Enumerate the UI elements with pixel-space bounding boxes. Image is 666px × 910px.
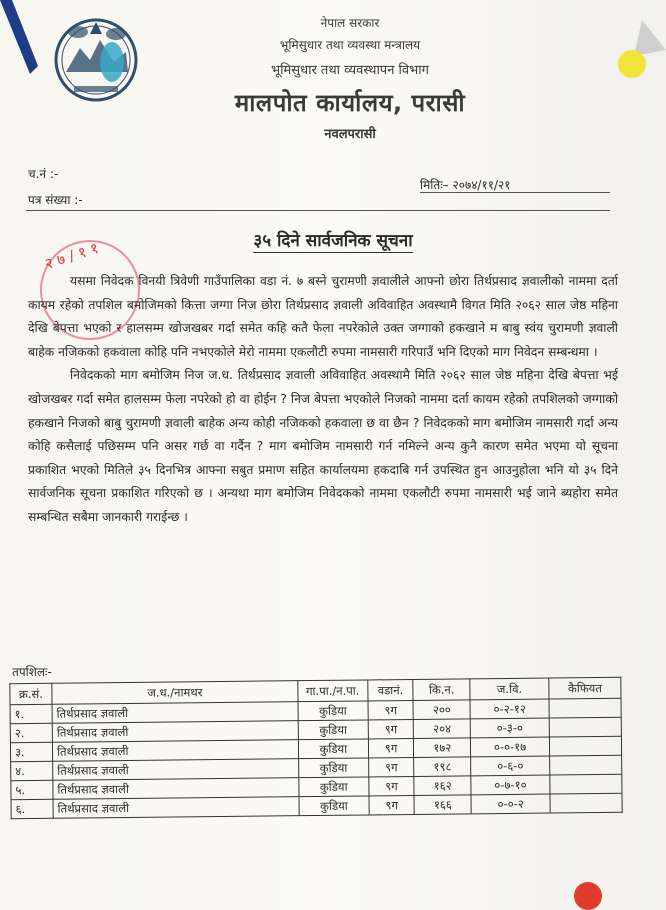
cell-plot: १६६ — [414, 795, 471, 815]
land-details-table — [9, 677, 622, 819]
col-name: ज.ध./नामथर — [52, 681, 298, 705]
paragraph-1: यसमा निवेदक विनयी त्रिवेणी गाउँपालिका वडा नं. ७ बस्ने चुरामणी ज्ञवालीले आफ्नो छोरा तिर्थप्रसाद ज्ञवालीको नाममा दर्ता कायम रहेको तपशिल बमोजिमको कित्ता जग्गा निज छोरा तिर्थप्रसाद ज्ञवाली अविवाहित अवस्थामै विगत मिति २०६२ साल जेष्ठ महिना देखि बेपत्ता भएको र हालसम्म खोजखबर गर्दा समेत कहि कतै फेला नपरेकोले उक्त जग्गाको हकखाने म बाबु स्वंय चुरामणी ज्ञवाली बाहेक नजिकको हकवाला कोहि पनि नभएकोले मेरो नाममा एकलौटी रुपमा नामसारी गरिपाउँ भनि दिएको माग निवेदन सम्बन्धमा । — [28, 274, 618, 359]
patra-sankhya: पत्र संख्या :- — [28, 193, 83, 207]
header-department: भूमिसुधार तथा व्यवस्थापन विभाग — [271, 63, 429, 78]
cell-municipality: कुडिया — [299, 758, 369, 778]
header-office: मालपोत कार्यालय, परासी — [234, 89, 466, 117]
pin-blue-icon — [0, 0, 40, 76]
cell-name: तिर्थप्रसाद ज्ञवाली — [52, 702, 298, 724]
col-plot: कि.न. — [413, 679, 470, 701]
col-remarks: कैफियत — [549, 677, 621, 699]
table-label: तपशिलः- — [12, 665, 52, 679]
cell-area: ०-२-१२ — [470, 699, 549, 719]
cell-remarks — [549, 736, 621, 756]
cell-name: तिर्थप्रसाद ज्ञवाली — [53, 797, 299, 819]
cell-name: तिर्थप्रसाद ज्ञवाली — [52, 740, 298, 762]
notice-title: ३५ दिने सार्वजनिक सूचना — [253, 231, 413, 251]
col-ward: वडानं. — [367, 679, 413, 700]
header-ministry: भूमिसुधार तथा व्यवस्था मन्त्रालय — [279, 38, 421, 52]
cell-serial: २. — [10, 723, 52, 742]
pin-teal-icon — [96, 40, 130, 92]
col-area: ज.वि. — [470, 678, 549, 700]
paragraph-2: निवेदकको माग बमोजिम निज ज.ध. तिर्थप्रसाद ज्ञवाली अविवाहित अवस्थामै मिति २०६२ साल जेष्ठ महिना देखि बेपत्ता भई खोजखबर गर्दा समेत हालसम्म फेला नपरेको हो वा होईन ? निज बेपत्ता भएकोले निजको नाममा दर्ता कायम रहेको तपशिलको जग्गाको हकखाने निजको बाबु चुरामणी ज्ञवाली बाहेक अन्य कोही नजिकको हकवाला छ वा छैन ? निवेदकको माग बमोजिम नामसारी गर्दा अन्य कोहि कसैलाई पछिसम्म पनि असर गर्छ वा गर्दैन ? माग बमोजिम नामसारी गर्न नमिल्ने अन्य कुनै कारण समेत भएमा यो सूचना प्रकाशित भएको मितिले ३५ दिनभित्र आफ्ना सबुत प्रमाण सहित कार्यालयमा हकदाबि गर्न उपस्थित हुन आउनुहोला भनि यो ३५ दिने सार्वजनिक सूचना प्रकाशित गरिएको छ । अन्यथा माग बमोजिम निवेदकको नाममा एकलौटी रुपमा नामसारी भई जाने ब्यहोरा समेत सम्बन्धित सबैमा जानकारी गराईन्छ । — [28, 368, 618, 524]
notice-body — [28, 270, 618, 530]
cell-municipality: कुडिया — [298, 720, 368, 740]
col-municipality: गा.पा./न.पा. — [298, 680, 368, 702]
cell-municipality: कुडिया — [299, 796, 369, 816]
cell-area: ०-७-१० — [471, 775, 550, 795]
header-gov: नेपाल सरकार — [320, 16, 380, 30]
cell-ward: ९ग — [368, 738, 414, 757]
cell-plot: १९८ — [414, 757, 471, 777]
cell-area: ०-०-१७ — [471, 737, 550, 757]
cell-ward: ९ग — [368, 719, 414, 738]
header-divider — [26, 210, 610, 211]
cell-serial: ६. — [11, 799, 53, 818]
cell-area: ०-०-२ — [471, 794, 550, 814]
cell-remarks — [550, 755, 622, 775]
letter-date: मितिः– २०७४/११/२१ — [420, 178, 511, 192]
cell-name: तिर्थप्रसाद ज्ञवाली — [53, 759, 299, 781]
pin-yellow-icon — [612, 20, 666, 82]
col-serial: क्र.सं. — [10, 683, 52, 704]
cell-name: तिर्थप्रसाद ज्ञवाली — [52, 721, 298, 743]
pin-red-icon — [570, 872, 610, 910]
cell-remarks — [549, 698, 621, 718]
cell-municipality: कुडिया — [298, 701, 368, 721]
cell-remarks — [550, 774, 622, 794]
cell-ward: ९ग — [368, 776, 414, 795]
cell-plot: २०४ — [414, 719, 471, 739]
cell-serial: १. — [10, 704, 52, 723]
cell-ward: ९ग — [369, 795, 415, 814]
cell-plot: १७२ — [414, 738, 471, 758]
cell-name: तिर्थप्रसाद ज्ञवाली — [53, 778, 299, 800]
cell-plot: १६२ — [414, 776, 471, 796]
cell-area: ०-६-० — [471, 756, 550, 776]
cell-municipality: कुडिया — [299, 777, 369, 797]
cell-serial: ५. — [11, 780, 53, 799]
cell-serial: ४. — [11, 761, 53, 780]
cell-remarks — [549, 717, 621, 737]
cell-remarks — [550, 793, 622, 813]
officer-signature: २ ७ / १ १ — [42, 238, 101, 274]
cell-area: ०-३-० — [470, 718, 549, 738]
date-underline — [420, 192, 610, 193]
chalani-number: च.नं :- — [28, 167, 59, 181]
cell-serial: ३. — [10, 742, 52, 761]
cell-municipality: कुडिया — [298, 739, 368, 759]
cell-ward: ९ग — [368, 757, 414, 776]
header-district: नवलपरासी — [324, 127, 376, 142]
cell-plot: २०० — [413, 700, 470, 720]
cell-ward: ९ग — [368, 700, 414, 719]
